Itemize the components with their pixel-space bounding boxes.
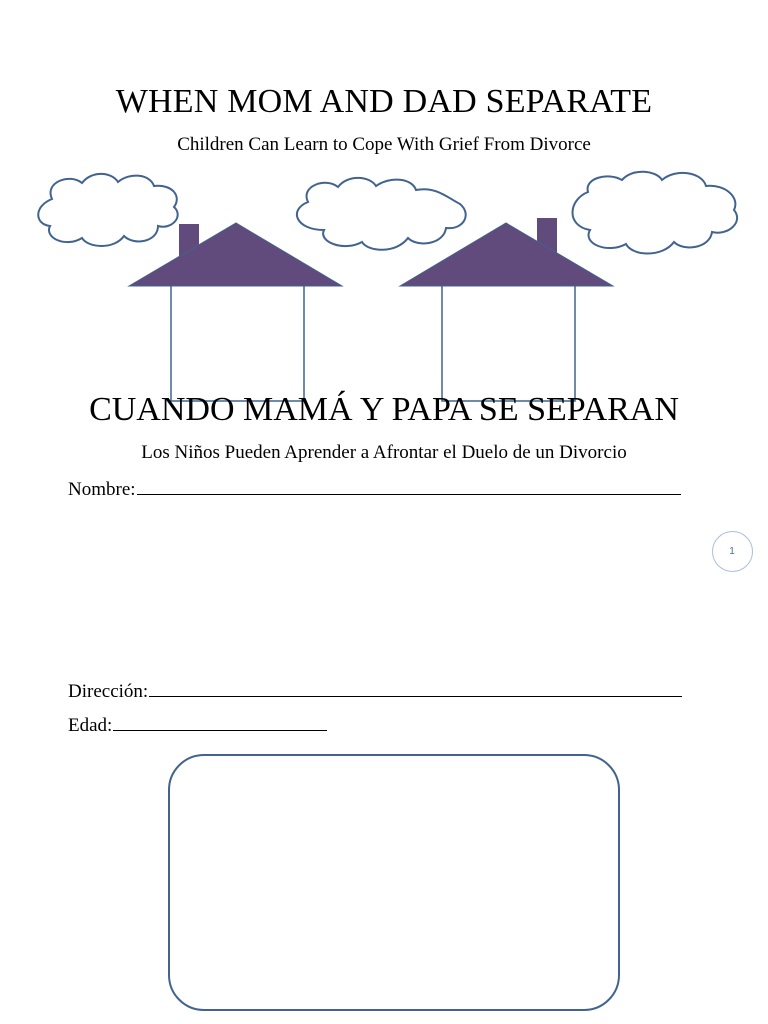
address-label: Dirección:: [68, 681, 149, 702]
page-title: WHEN MOM AND DAD SEPARATE: [115, 83, 653, 120]
house-icon: [400, 218, 613, 401]
spanish-subtitle: Los Niños Pueden Aprender a Afrontar el Duelo de un Divorcio: [141, 442, 627, 463]
name-field: [68, 476, 681, 502]
age-field: [68, 712, 327, 738]
cloud-icon: [297, 178, 466, 250]
address-blank-line[interactable]: [149, 678, 682, 697]
page-subtitle: Children Can Learn to Cope With Grief From Divorce: [177, 134, 591, 155]
name-label: Nombre:: [68, 479, 136, 500]
name-blank-line[interactable]: [137, 476, 681, 495]
house-icon: [129, 223, 342, 401]
drawing-box[interactable]: [168, 754, 620, 1011]
page-number-badge: 1: [712, 531, 753, 572]
age-blank-line[interactable]: [113, 712, 327, 731]
cloud-icon: [38, 174, 177, 246]
spanish-title: CUANDO MAMÁ Y PAPA SE SEPARAN: [89, 391, 679, 428]
age-label: Edad:: [68, 715, 113, 736]
address-field: [68, 678, 682, 704]
houses-and-clouds-illustration: [0, 160, 768, 420]
cloud-icon: [573, 172, 738, 254]
